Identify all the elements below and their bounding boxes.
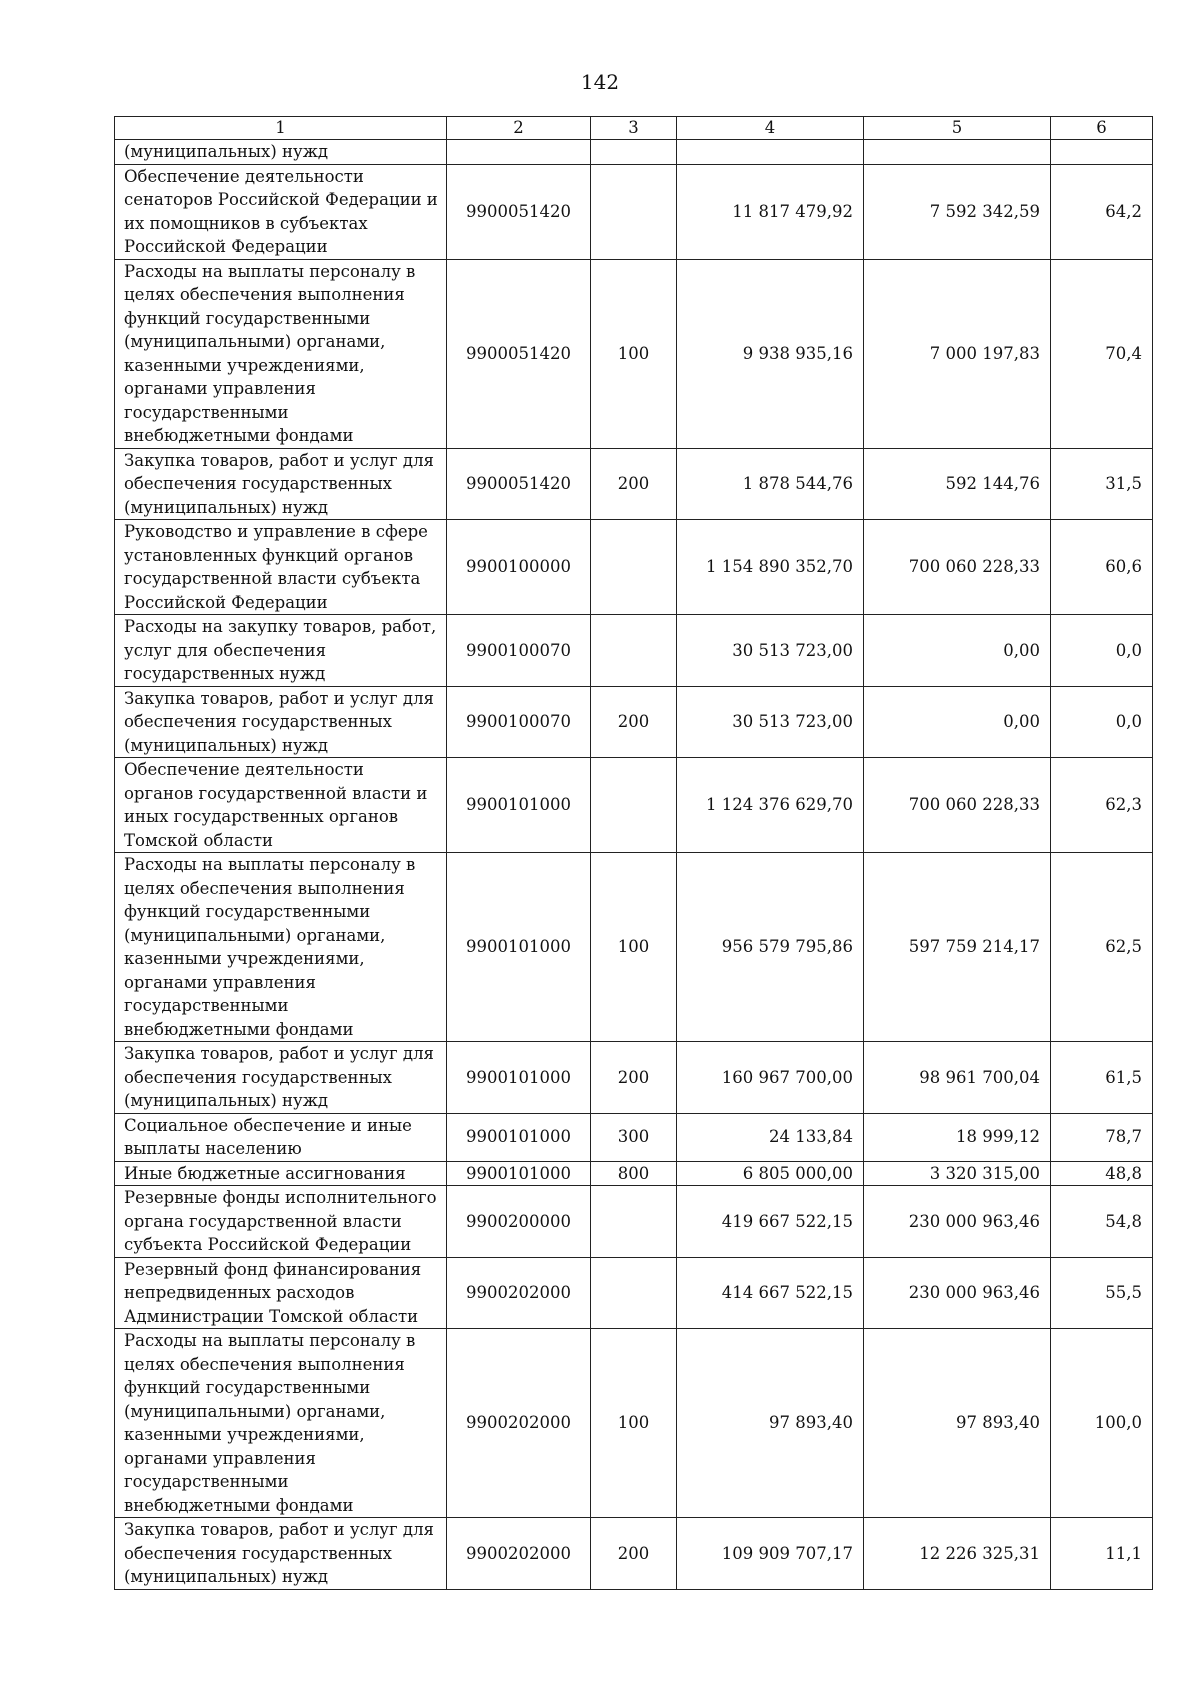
execution-percent-cell: 62,3	[1051, 758, 1153, 853]
expense-name-cell: Расходы на выплаты персоналу в целях обеспечения выполнения функций государственными (муниципальными) органами, казенными учреждениями, органами управления государственными внебюджетными фондами	[115, 259, 447, 448]
planned-amount-cell: 1 154 890 352,70	[677, 520, 864, 615]
expense-type-cell: 300	[591, 1113, 677, 1161]
column-header: 6	[1051, 117, 1153, 140]
expense-name-cell: Расходы на выплаты персоналу в целях обеспечения выполнения функций государственными (муниципальными) органами, казенными учреждениями, органами управления государственными внебюджетными фондами	[115, 853, 447, 1042]
planned-amount-cell: 6 805 000,00	[677, 1161, 864, 1186]
expense-type-cell: 100	[591, 1329, 677, 1518]
execution-percent-cell: 62,5	[1051, 853, 1153, 1042]
expense-type-cell	[591, 1186, 677, 1258]
actual-amount-cell: 592 144,76	[864, 448, 1051, 520]
expense-name-cell: Обеспечение деятельности органов государственной власти и иных государственных органов Томской области	[115, 758, 447, 853]
planned-amount-cell: 1 878 544,76	[677, 448, 864, 520]
column-header: 5	[864, 117, 1051, 140]
execution-percent-cell: 54,8	[1051, 1186, 1153, 1258]
table-row	[115, 1186, 1153, 1258]
execution-percent-cell: 78,7	[1051, 1113, 1153, 1161]
planned-amount-cell: 414 667 522,15	[677, 1257, 864, 1329]
target-code-cell: 9900051420	[447, 259, 591, 448]
target-code-cell: 9900100070	[447, 686, 591, 758]
table-row	[115, 615, 1153, 687]
planned-amount-cell	[677, 140, 864, 165]
expense-name-cell: Закупка товаров, работ и услуг для обеспечения государственных (муниципальных) нужд	[115, 448, 447, 520]
table-row	[115, 1329, 1153, 1518]
actual-amount-cell: 700 060 228,33	[864, 520, 1051, 615]
actual-amount-cell: 7 592 342,59	[864, 164, 1051, 259]
expense-name-cell: Резервные фонды исполнительного органа государственной власти субъекта Российской Федерации	[115, 1186, 447, 1258]
actual-amount-cell: 7 000 197,83	[864, 259, 1051, 448]
execution-percent-cell: 0,0	[1051, 686, 1153, 758]
expense-type-cell: 200	[591, 1042, 677, 1114]
actual-amount-cell: 18 999,12	[864, 1113, 1051, 1161]
execution-percent-cell: 100,0	[1051, 1329, 1153, 1518]
planned-amount-cell: 109 909 707,17	[677, 1518, 864, 1590]
expense-type-cell	[591, 615, 677, 687]
table-row	[115, 1257, 1153, 1329]
target-code-cell: 9900202000	[447, 1518, 591, 1590]
target-code-cell: 9900101000	[447, 1042, 591, 1114]
actual-amount-cell: 97 893,40	[864, 1329, 1051, 1518]
expense-name-cell: Социальное обеспечение и иные выплаты населению	[115, 1113, 447, 1161]
target-code-cell: 9900051420	[447, 448, 591, 520]
execution-percent-cell	[1051, 140, 1153, 165]
table-row	[115, 1042, 1153, 1114]
planned-amount-cell: 30 513 723,00	[677, 615, 864, 687]
expense-type-cell: 800	[591, 1161, 677, 1186]
column-header: 1	[115, 117, 447, 140]
planned-amount-cell: 30 513 723,00	[677, 686, 864, 758]
execution-percent-cell: 64,2	[1051, 164, 1153, 259]
actual-amount-cell: 0,00	[864, 615, 1051, 687]
table-row	[115, 520, 1153, 615]
expense-type-cell: 100	[591, 853, 677, 1042]
table-row	[115, 758, 1153, 853]
actual-amount-cell: 230 000 963,46	[864, 1257, 1051, 1329]
target-code-cell: 9900202000	[447, 1329, 591, 1518]
execution-percent-cell: 55,5	[1051, 1257, 1153, 1329]
execution-percent-cell: 31,5	[1051, 448, 1153, 520]
planned-amount-cell: 11 817 479,92	[677, 164, 864, 259]
target-code-cell: 9900100070	[447, 615, 591, 687]
table-row	[115, 140, 1153, 165]
table-header-row	[115, 117, 1153, 140]
table-row	[115, 259, 1153, 448]
planned-amount-cell: 97 893,40	[677, 1329, 864, 1518]
actual-amount-cell: 12 226 325,31	[864, 1518, 1051, 1590]
expense-name-cell: Обеспечение деятельности сенаторов Российской Федерации и их помощников в субъектах Российской Федерации	[115, 164, 447, 259]
expense-type-cell: 100	[591, 259, 677, 448]
target-code-cell: 9900100000	[447, 520, 591, 615]
budget-table	[114, 116, 1153, 1590]
expense-name-cell: Закупка товаров, работ и услуг для обеспечения государственных (муниципальных) нужд	[115, 686, 447, 758]
planned-amount-cell: 419 667 522,15	[677, 1186, 864, 1258]
expense-name-cell: Расходы на выплаты персоналу в целях обеспечения выполнения функций государственными (муниципальными) органами, казенными учреждениями, органами управления государственными внебюджетными фондами	[115, 1329, 447, 1518]
planned-amount-cell: 160 967 700,00	[677, 1042, 864, 1114]
table-row	[115, 686, 1153, 758]
planned-amount-cell: 1 124 376 629,70	[677, 758, 864, 853]
expense-type-cell	[591, 758, 677, 853]
expense-name-cell: Закупка товаров, работ и услуг для обеспечения государственных (муниципальных) нужд	[115, 1518, 447, 1590]
expense-type-cell: 200	[591, 1518, 677, 1590]
expense-name-cell: Руководство и управление в сфере установленных функций органов государственной власти субъекта Российской Федерации	[115, 520, 447, 615]
target-code-cell: 9900202000	[447, 1257, 591, 1329]
page-number: 142	[580, 70, 620, 94]
execution-percent-cell: 0,0	[1051, 615, 1153, 687]
table-row	[115, 853, 1153, 1042]
expense-type-cell	[591, 164, 677, 259]
expense-name-cell: Иные бюджетные ассигнования	[115, 1161, 447, 1186]
planned-amount-cell: 24 133,84	[677, 1113, 864, 1161]
actual-amount-cell: 98 961 700,04	[864, 1042, 1051, 1114]
column-header: 3	[591, 117, 677, 140]
target-code-cell: 9900051420	[447, 164, 591, 259]
table-row	[115, 448, 1153, 520]
actual-amount-cell: 3 320 315,00	[864, 1161, 1051, 1186]
planned-amount-cell: 9 938 935,16	[677, 259, 864, 448]
column-header: 2	[447, 117, 591, 140]
table-row	[115, 1161, 1153, 1186]
execution-percent-cell: 11,1	[1051, 1518, 1153, 1590]
table-row	[115, 1518, 1153, 1590]
actual-amount-cell: 0,00	[864, 686, 1051, 758]
target-code-cell: 9900101000	[447, 1161, 591, 1186]
expense-name-cell: Расходы на закупку товаров, работ, услуг для обеспечения государственных нужд	[115, 615, 447, 687]
execution-percent-cell: 60,6	[1051, 520, 1153, 615]
table-row	[115, 1113, 1153, 1161]
actual-amount-cell	[864, 140, 1051, 165]
expense-type-cell	[591, 520, 677, 615]
actual-amount-cell: 700 060 228,33	[864, 758, 1051, 853]
expense-type-cell: 200	[591, 448, 677, 520]
execution-percent-cell: 48,8	[1051, 1161, 1153, 1186]
expense-type-cell	[591, 1257, 677, 1329]
expense-name-cell: (муниципальных) нужд	[115, 140, 447, 165]
expense-type-cell: 200	[591, 686, 677, 758]
execution-percent-cell: 61,5	[1051, 1042, 1153, 1114]
expense-type-cell	[591, 140, 677, 165]
expense-name-cell: Закупка товаров, работ и услуг для обеспечения государственных (муниципальных) нужд	[115, 1042, 447, 1114]
actual-amount-cell: 597 759 214,17	[864, 853, 1051, 1042]
execution-percent-cell: 70,4	[1051, 259, 1153, 448]
target-code-cell: 9900101000	[447, 853, 591, 1042]
target-code-cell: 9900101000	[447, 1113, 591, 1161]
column-header: 4	[677, 117, 864, 140]
target-code-cell	[447, 140, 591, 165]
actual-amount-cell: 230 000 963,46	[864, 1186, 1051, 1258]
target-code-cell: 9900101000	[447, 758, 591, 853]
table-row	[115, 164, 1153, 259]
planned-amount-cell: 956 579 795,86	[677, 853, 864, 1042]
target-code-cell: 9900200000	[447, 1186, 591, 1258]
expense-name-cell: Резервный фонд финансирования непредвиденных расходов Администрации Томской области	[115, 1257, 447, 1329]
